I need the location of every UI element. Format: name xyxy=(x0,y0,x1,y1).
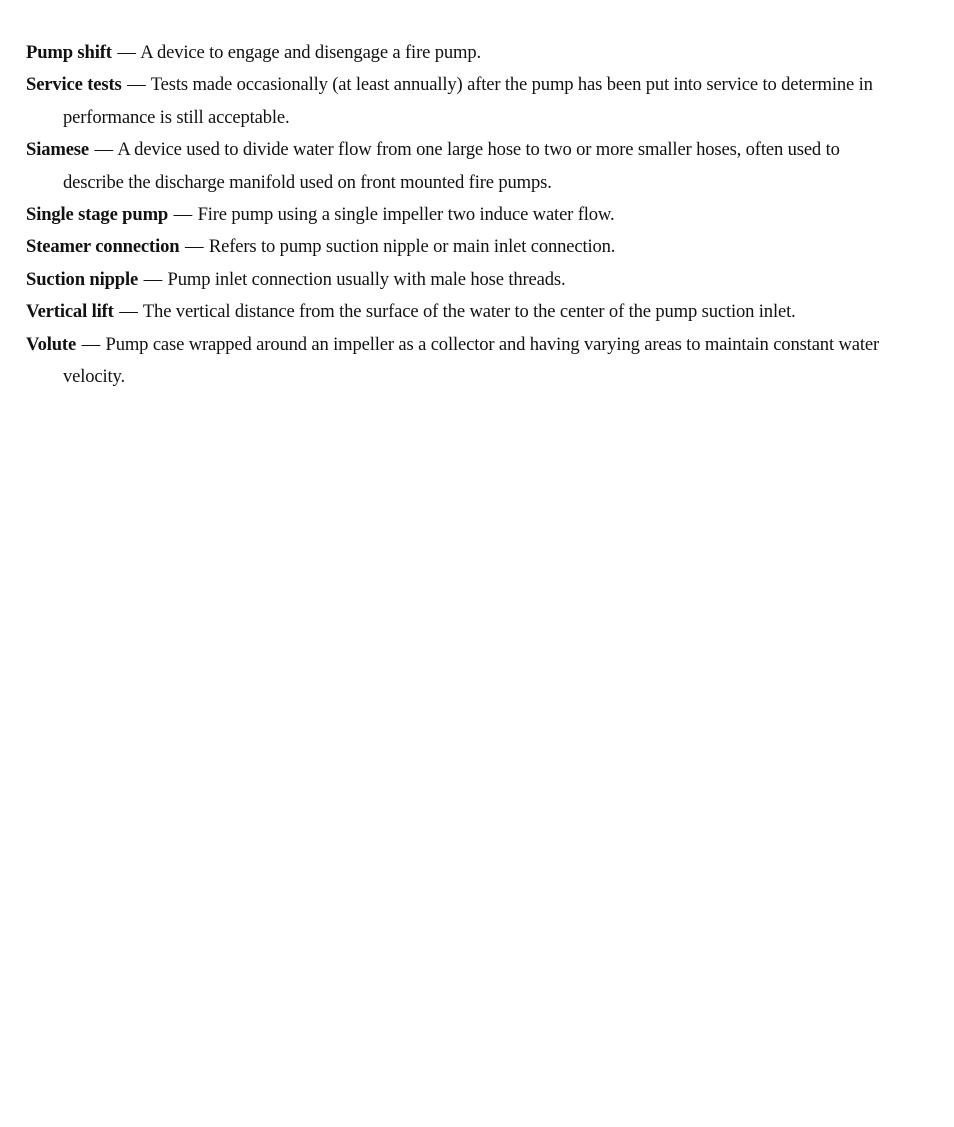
glossary-separator: — xyxy=(143,268,163,290)
glossary-entry-steamer-connection xyxy=(26,231,886,263)
glossary-entry-pump-shift xyxy=(26,37,886,69)
glossary-term: Volute xyxy=(26,333,77,355)
glossary-entry-vertical-lift xyxy=(26,296,886,328)
glossary-term: Suction nipple xyxy=(26,268,139,290)
glossary-entry-siamese xyxy=(26,134,886,199)
glossary-entry-single-stage-pump xyxy=(26,199,886,231)
glossary-separator: — xyxy=(184,236,204,258)
glossary-definition: Fire pump using a single impeller two induce water flow. xyxy=(197,204,615,226)
glossary-term: Service tests xyxy=(26,74,122,96)
glossary-separator: — xyxy=(127,74,146,96)
glossary-definition: Tests made occasionally (at least annually) after the pump has been put into service to determine in performance is still acceptable. xyxy=(63,74,873,128)
glossary-term: Pump shift xyxy=(26,42,112,63)
glossary-separator: — xyxy=(173,204,193,226)
glossary-definition: Pump inlet connection usually with male hose threads. xyxy=(167,268,566,290)
glossary-definition: A device used to divide water flow from one large hose to two or more smaller hoses, often used to describe the discharge manifold used on front mounted fire pumps. xyxy=(63,139,840,193)
glossary-term: Vertical lift xyxy=(26,301,114,323)
glossary-separator: — xyxy=(81,333,101,355)
glossary-term: Siamese xyxy=(26,139,89,161)
glossary-list xyxy=(26,37,886,393)
glossary-definition: A device to engage and disengage a fire pump. xyxy=(140,42,481,63)
glossary-separator: — xyxy=(119,301,138,323)
glossary-separator: — xyxy=(94,139,113,161)
glossary-definition: The vertical distance from the surface of the water to the center of the pump suction inlet. xyxy=(142,301,796,323)
glossary-entry-suction-nipple xyxy=(26,264,886,296)
glossary-term: Steamer connection xyxy=(26,236,180,258)
glossary-term: Single stage pump xyxy=(26,204,169,226)
glossary-entry-service-tests xyxy=(26,69,886,134)
glossary-definition: Pump case wrapped around an impeller as a collector and having varying areas to maintain constant water velocity. xyxy=(63,333,879,388)
glossary-definition: Refers to pump suction nipple or main inlet connection. xyxy=(208,236,616,258)
glossary-entry-volute xyxy=(26,329,886,394)
glossary-separator: — xyxy=(117,42,136,63)
